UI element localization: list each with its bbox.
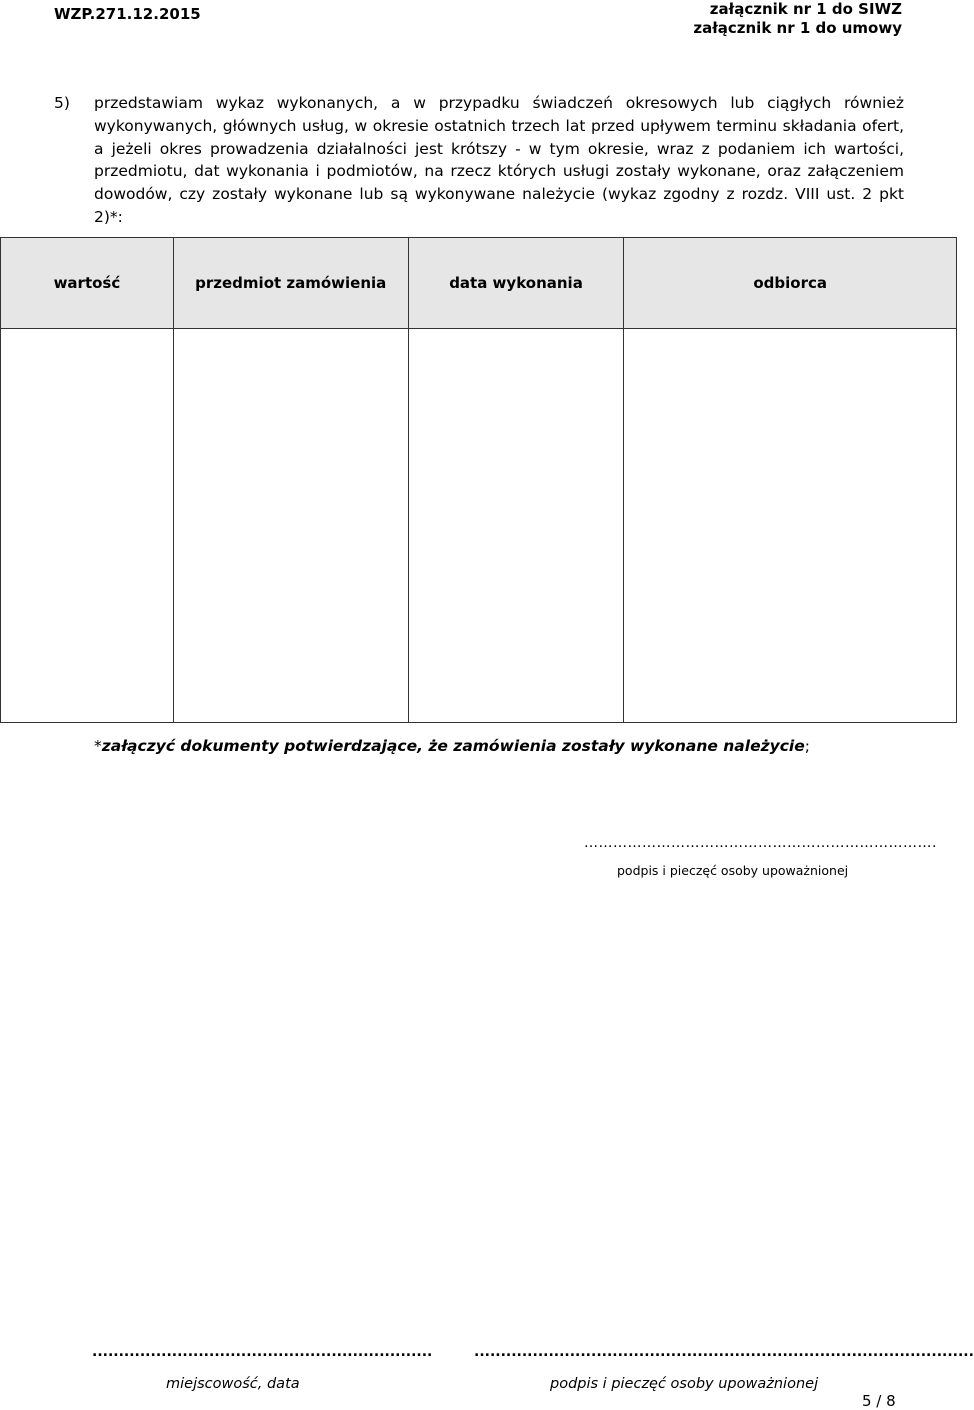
annex-header (693, 0, 902, 38)
list-item-text: przedstawiam wykaz wykonanych, a w przypadku świadczeń okresowych lub ciągłych również wykonywanych, głównych usług, w okresie ostatnich trzech lat przed upływem terminu składania ofert, a jeżeli okres prowadzenia działalności jest krótszy - w tym okresie, wraz z podaniem ich wartości, przedmiotu, dat wykonania i podmiotów, na rzecz których usługi zostały wykonane, oraz załączeniem dowodów, czy zostały wykonane lub są wykonywane należycie (wykaz zgodny z rozdz. VIII ust. 2 pkt 2)*: (94, 94, 904, 226)
page-number: 5 / 8 (862, 1392, 896, 1410)
signature-line: ………………………………………………………………. (584, 835, 937, 851)
column-header-value: wartość (1, 238, 174, 329)
table-header-row (1, 238, 957, 329)
table-row (1, 329, 957, 723)
annex-siwz-label: załącznik nr 1 do SIWZ (709, 0, 902, 18)
footnote-text: załączyć dokumenty potwierdzające, że zamówienia zostały wykonane należycie (101, 737, 805, 755)
footnote-star: * (94, 737, 102, 755)
footer-signature-line: .............................................................................................. (474, 1344, 974, 1360)
cell-subject[interactable] (173, 329, 408, 723)
footnote-end: ; (804, 737, 810, 755)
footer-signature-label: podpis i pieczęć osoby upoważnionej (550, 1376, 819, 1392)
services-table (0, 237, 957, 723)
footnote (94, 737, 810, 755)
column-header-subject: przedmiot zamówienia (173, 238, 408, 329)
list-item-number: 5) (54, 94, 70, 112)
cell-date[interactable] (408, 329, 624, 723)
column-header-date: data wykonania (408, 238, 624, 329)
cell-recipient[interactable] (624, 329, 957, 723)
column-header-recipient: odbiorca (624, 238, 957, 329)
document-reference: WZP.271.12.2015 (54, 5, 201, 23)
cell-value[interactable] (1, 329, 174, 723)
signature-label: podpis i pieczęć osoby upoważnionej (617, 863, 849, 878)
annex-umowy-label: załącznik nr 1 do umowy (693, 19, 902, 37)
place-date-line: ................................................................ (92, 1344, 433, 1360)
place-date-label: miejscowość, data (166, 1376, 300, 1392)
